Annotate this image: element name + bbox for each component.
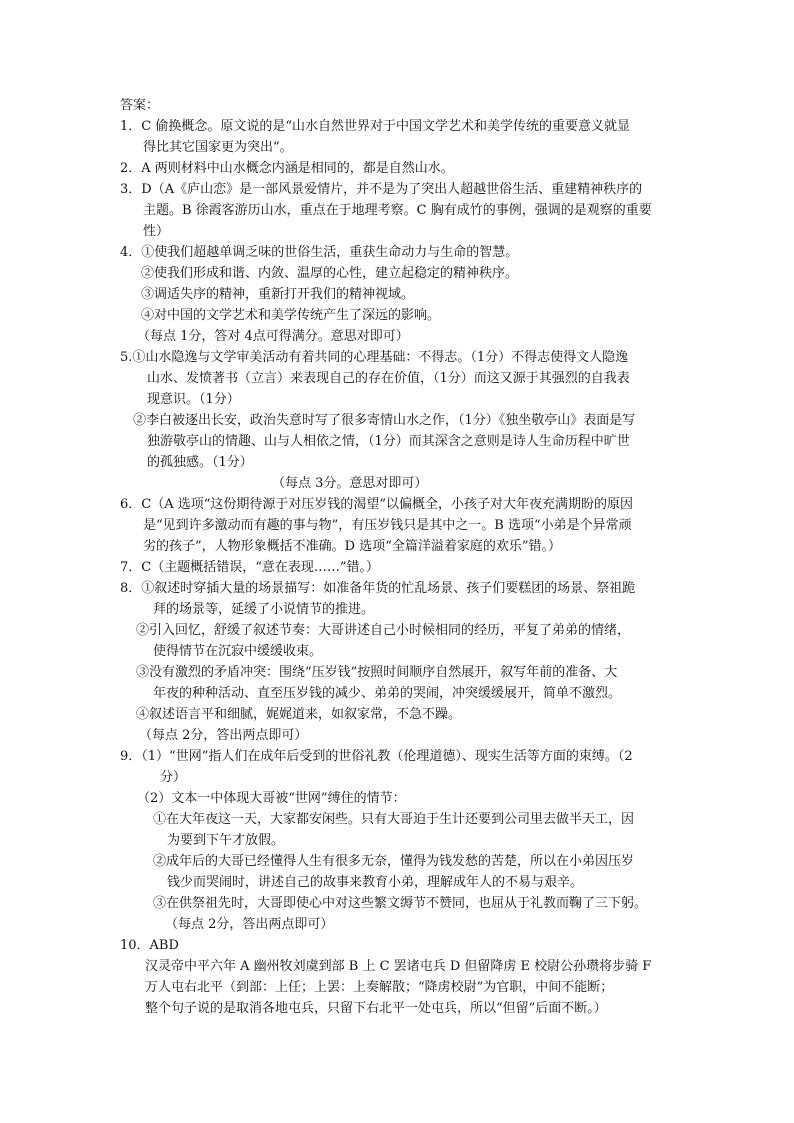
answer-4-line-4: ④对中国的文学艺术和美学传统产生了深远的影响。 — [141, 308, 441, 323]
answer-8-line-3: ②引入回忆，舒缓了叙述节奏：大哥讲述自己小时候相同的经历，平复了弟弟的情绪， — [136, 623, 631, 638]
answer-9-line-7: 钱少而哭闹时，讲述自己的故事来教育小弟，理解成年人的不易与艰辛。 — [167, 875, 584, 890]
answer-4-line-3: ③调适失序的精神，重新打开我们的精神视域。 — [141, 287, 415, 302]
answer-4-line-1: 4．①使我们超越单调乏味的世俗生活，重获生命动力与生命的智慧。 — [120, 245, 519, 260]
answer-7-line-1: 7．C（主题概括错误，“意在表现……”错。） — [120, 560, 380, 575]
answer-2-line-1: 2．A 两则材料中山水概念内涵是相同的，都是自然山水。 — [120, 161, 454, 176]
answer-9-line-8: ③在供祭祖先时，大哥即使心中对这些繁文缛节不赞同，也屈从于礼教而鞠了三下躬。 — [153, 896, 648, 911]
answer-5-line-2: 山水、发愤著书（立言）来表现自己的存在价值，（1分）而这又源于其强烈的自我表 — [147, 371, 630, 386]
answer-title: 答案： — [120, 98, 160, 113]
answer-3-line-3: 性） — [143, 224, 170, 239]
answer-5-line-4: ②李白被逐出长安，政治失意时写了很多寄情山水之作，（1分）《独坐敬亭山》表面是写 — [133, 413, 636, 428]
answer-1-line-1: 1．C 偷换概念。原文说的是“山水自然世界对于中国文学艺术和美学传统的重要意义就显 — [120, 119, 630, 134]
answer-4-scoring-note: （每点 1分，答对 4点可得满分。意思对即可） — [137, 329, 409, 344]
answer-9-line-1: 9．（1）“世网”指人们在成年后受到的世俗礼教（伦理道德）、现实生活等方面的束缚。（2 — [120, 749, 633, 764]
answer-10-line-2: 汉灵帝中平六年 A 幽州牧刘虞到部 B 上 C 罢诸屯兵 D 但留降虏 E 校尉公孙瓒将步骑 F — [145, 959, 652, 974]
answer-8-line-6: 年夜的种种活动、直至压岁钱的减少、弟弟的哭闹，冲突缓缓展开，简单不激烈。 — [153, 686, 622, 701]
answer-9-line-4: ①在大年夜这一天，大家都安闲些。只有大哥迫于生计还要到公司里去做半天工，因 — [153, 812, 635, 827]
answer-5-line-3: 现意识。（1分） — [147, 392, 240, 407]
answer-8-line-5: ③没有激烈的矛盾冲突：围绕“压岁钱”按照时间顺序自然展开，叙写年前的准备、大 — [136, 665, 618, 680]
answer-1-line-2: 得比其它国家更为突出”。 — [143, 140, 293, 155]
answer-9-scoring-note: （每点 2分，答出两点即可） — [165, 917, 334, 932]
answer-5-line-6: 的孤独感。（1分） — [147, 455, 253, 470]
answer-10-line-3: 万人屯右北平（到部：上任；上罢：上奏解散；“降虏校尉”为官职，中间不能断； — [145, 980, 614, 995]
answer-6-line-3: 劣的孩子”，人物形象概括不准确。D 选项“全篇洋溢着家庭的欢乐”错。） — [143, 539, 561, 554]
answer-5-line-5: 独游敬亭山的情趣、山与人相依之情，（1分）而其深含之意则是诗人生命历程中旷世 — [147, 434, 630, 449]
answer-4-line-2: ②使我们形成和谐、内敛、温厚的心性，建立起稳定的精神秩序。 — [141, 266, 519, 281]
answer-8-line-1: 8．①叙述时穿插大量的场景描写：如准备年货的忙乱场景、孩子们要糕团的场景、祭祖跪 — [120, 581, 636, 596]
answer-8-line-4: 使得情节在沉寂中缓缓收束。 — [153, 644, 323, 659]
answer-10-line-1: 10．ABD — [120, 938, 179, 953]
answer-9-line-2: 分） — [160, 770, 187, 785]
answer-5-line-1: 5.①山水隐逸与文学审美活动有着共同的心理基础：不得志。（1分）不得志使得文人隐逸 — [120, 350, 629, 365]
answer-3-line-2: 主题。B 徐霞客游历山水，重点在于地理考察。C 胸有成竹的事例，强调的是观察的重要 — [143, 203, 652, 218]
answer-10-line-4: 整个句子说的是取消各地屯兵，只留下右北平一处屯兵，所以“但留”后面不断。） — [145, 1001, 607, 1016]
answer-8-line-7: ④叙述语言平和细腻，娓娓道来，如叙家常，不急不躁。 — [136, 707, 462, 722]
answer-9-line-6: ②成年后的大哥已经懂得人生有很多无奈，懂得为钱发愁的苦楚，所以在小弟因压岁 — [153, 854, 635, 869]
answer-6-line-2: 是“见到许多激动而有趣的事与物”，有压岁钱只是其中之一。B 选项“小弟是个异常顽 — [143, 518, 632, 533]
answer-9-line-5: 为要到下午才放假。 — [167, 833, 285, 848]
answer-8-scoring-note: （每点 2分，答出两点即可） — [139, 728, 308, 743]
answer-8-line-2: 拜的场景等，延缓了小说情节的推进。 — [153, 602, 375, 617]
answer-3-line-1: 3．D（A《庐山恋》是一部风景爱情片，并不是为了突出人超越世俗生活、重建精神秩序的 — [120, 182, 643, 197]
answer-6-line-1: 6．C（A 选项“这份期待源于对压岁钱的渴望”以偏概全，小孩子对大年夜充满期盼的原因 — [120, 497, 634, 512]
answer-9-line-3: （2）文本一中体现大哥被“世网”缚住的情节： — [137, 791, 406, 806]
answer-5-scoring-note: （每点 3分。意思对即可） — [272, 476, 428, 491]
